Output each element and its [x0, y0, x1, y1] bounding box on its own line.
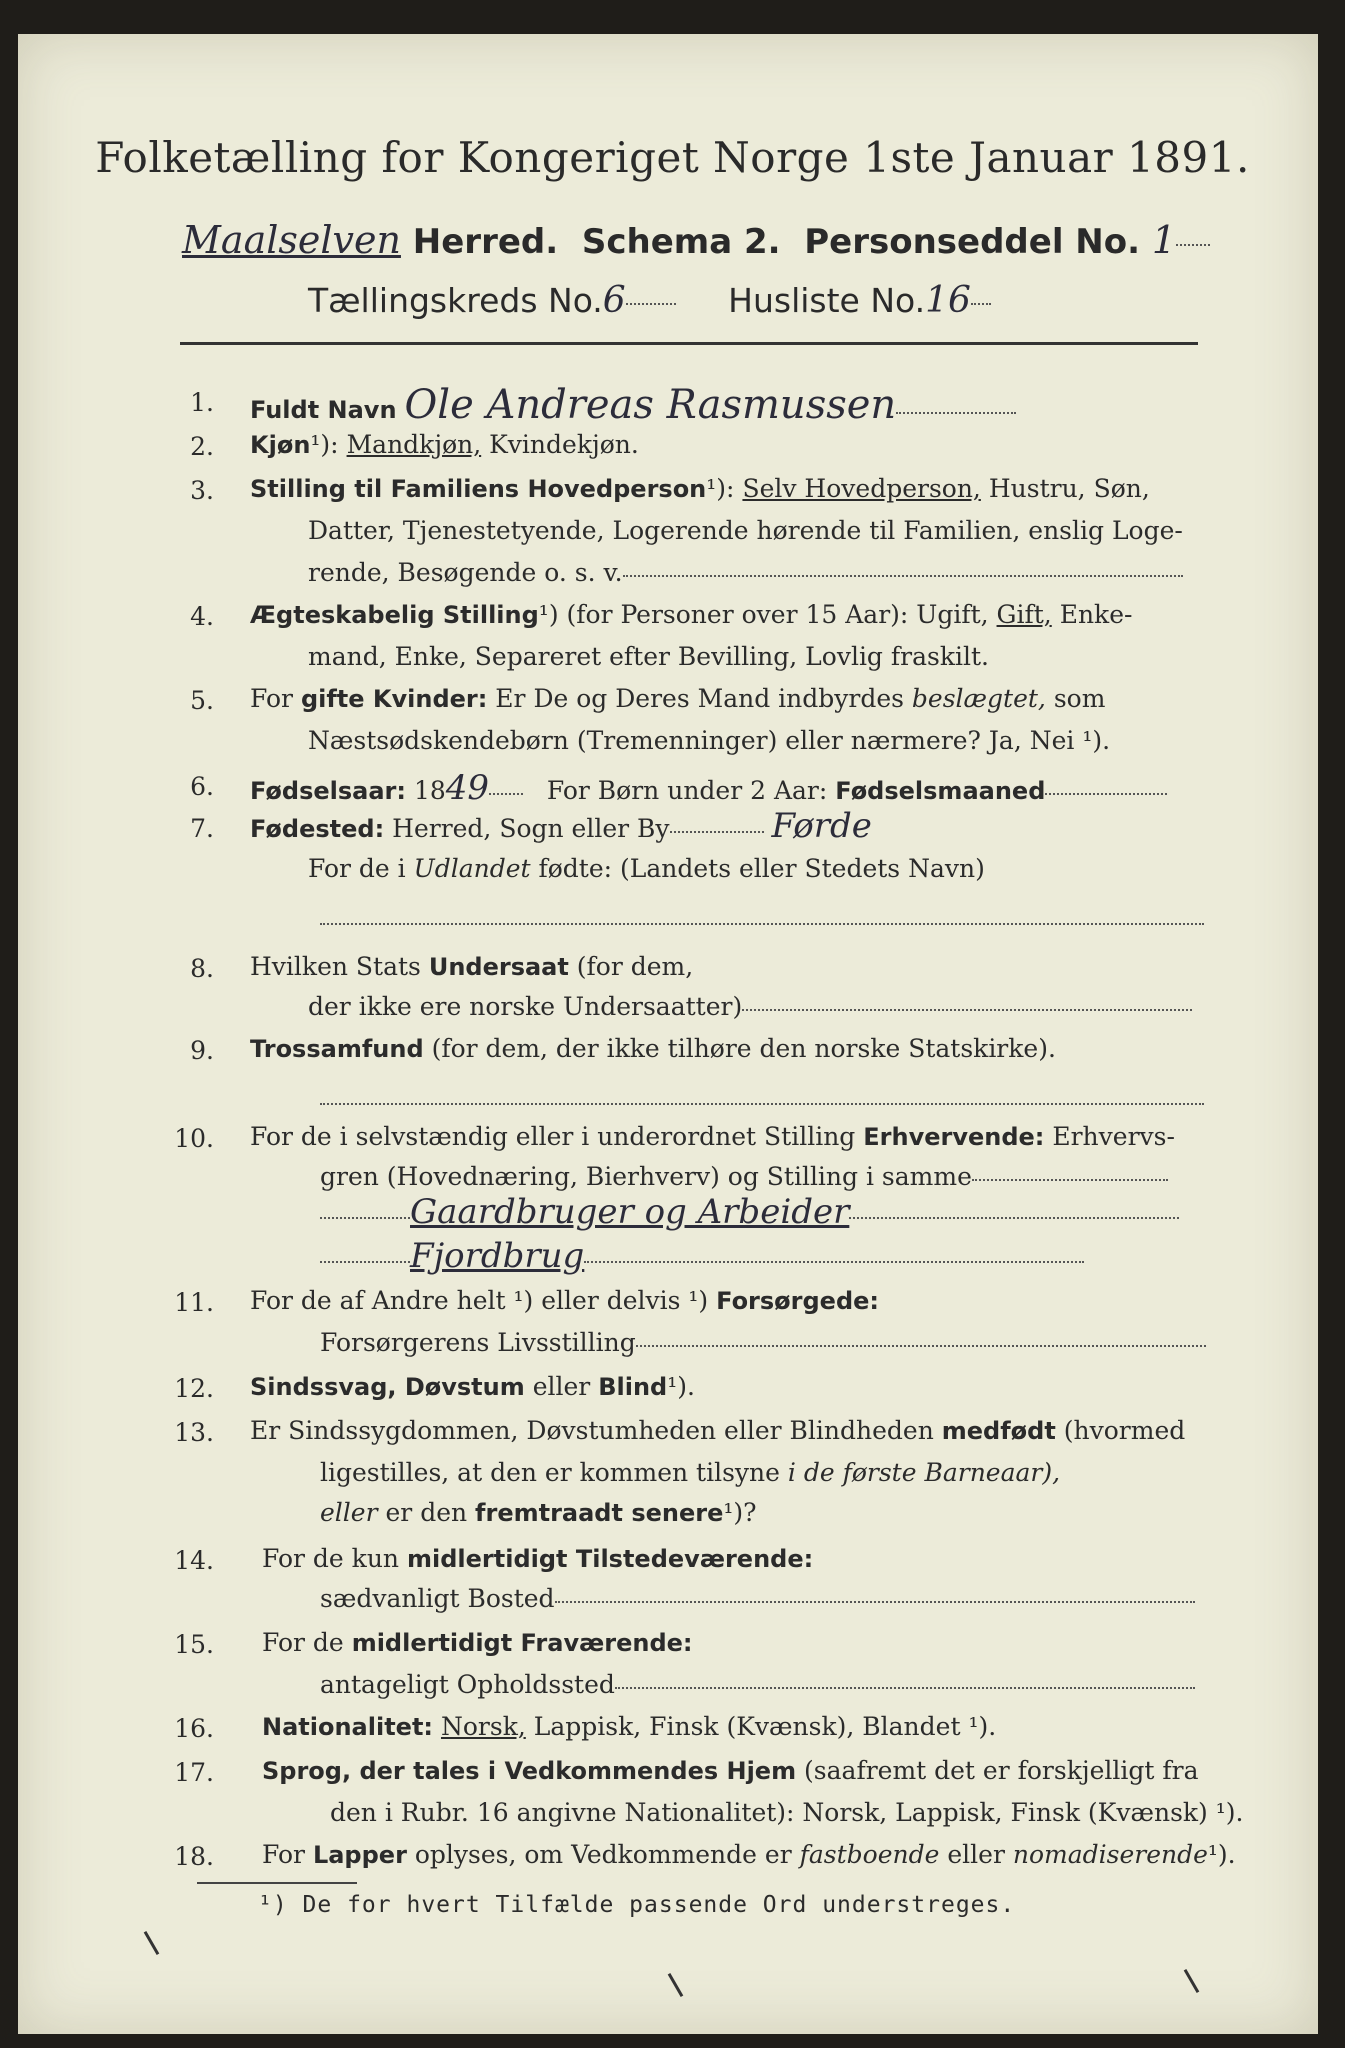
item-8-citizenship: Hvilken Stats Undersaat (for dem,	[250, 952, 694, 981]
item-number: 2.	[190, 432, 214, 461]
husliste-number: 16	[925, 280, 971, 321]
header-line-kreds	[308, 280, 991, 321]
item-number: 10.	[174, 1124, 214, 1153]
item-10-value-2	[320, 1236, 1084, 1276]
item-number: 13.	[174, 1418, 214, 1447]
item-number: 17.	[174, 1758, 214, 1787]
item-number: 15.	[174, 1630, 214, 1659]
herred-label: Herred.	[412, 222, 559, 262]
selected-option: Selv Hovedperson,	[742, 474, 981, 503]
item-16-nationality: Nationalitet: Norsk, Lappisk, Finsk (Kvænsk), Blandet ¹).	[262, 1712, 997, 1741]
footnote-rule	[197, 1882, 357, 1884]
personseddel-number: 1	[1151, 218, 1177, 262]
item-13-line-3: eller er den fremtraadt senere¹)?	[320, 1498, 757, 1527]
item-number: 11.	[174, 1288, 214, 1317]
selected-option: Mandkjøn,	[346, 430, 482, 459]
item-18-sami: For Lapper oplyses, om Vedkommende er fastboende eller nomadiserende¹).	[262, 1840, 1236, 1869]
schema-label: Schema 2.	[581, 222, 781, 262]
selected-option: Norsk,	[440, 1712, 526, 1741]
item-13-congenital: Er Sindssygdommen, Døvstumheden eller Blindheden medfødt (hvormed	[250, 1416, 1186, 1445]
item-13-line-2: ligestilles, at den er kommen tilsyne i de første Barneaar),	[320, 1458, 1061, 1487]
birthplace-value: Førde	[771, 806, 872, 846]
item-number: 6.	[190, 772, 214, 801]
personseddel-label: Personseddel No.	[804, 222, 1141, 262]
item-7-birthplace: Fødested: Herred, Sogn eller By Førde	[250, 806, 872, 846]
header-line-schema	[182, 218, 1210, 262]
kreds-number: 6	[602, 280, 626, 321]
item-15-line-2: antageligt Opholdssted	[320, 1670, 1195, 1699]
municipality-handwritten: Maalselven	[182, 218, 401, 262]
item-4-marital: Ægteskabelig Stilling¹) (for Personer over 15 Aar): Ugift, Gift, Enke-	[250, 600, 1133, 629]
item-number: 4.	[190, 602, 214, 631]
item-14-temporary-present: For de kun midlertidigt Tilstedeværende:	[262, 1544, 814, 1573]
item-2-sex: Kjøn¹): Mandkjøn, Kvindekjøn.	[250, 430, 639, 459]
kreds-label: Tællingskreds No.	[308, 281, 603, 320]
item-11-supported: For de af Andre helt ¹) eller delvis ¹) Forsørgede:	[250, 1286, 880, 1315]
item-number: 7.	[190, 814, 214, 843]
item-7-line-2: For de i Udlandet fødte: (Landets eller Stedets Navn)	[308, 854, 985, 883]
item-3-line-3: rende, Besøgende o. s. v.	[308, 558, 1183, 587]
item-number: 16.	[174, 1714, 214, 1743]
item-7-blank-line	[320, 906, 1204, 935]
item-10-line-2: gren (Hovednæring, Bierhverv) og Stilling i samme	[320, 1162, 1168, 1191]
item-number: 12.	[174, 1374, 214, 1403]
birth-year-value: 49	[445, 768, 490, 808]
item-15-temporary-absent: For de midlertidigt Fraværende:	[262, 1628, 693, 1657]
item-number: 9.	[190, 1036, 214, 1065]
item-number: 14.	[174, 1546, 214, 1575]
item-4-line-2: mand, Enke, Separeret efter Bevilling, Lovlig fraskilt.	[308, 642, 989, 671]
header-rule	[180, 342, 1198, 345]
item-5-line-2: Næstsødskendebørn (Tremenninger) eller nærmere? Ja, Nei ¹).	[308, 726, 1111, 755]
full-name-value: Ole Andreas Rasmussen	[404, 382, 897, 428]
item-number: 18.	[174, 1842, 214, 1871]
item-9-religion: Trossamfund (for dem, der ikke tilhøre den norske Statskirke).	[250, 1034, 1056, 1063]
selected-option: Gift,	[996, 600, 1052, 629]
item-17-line-2: den i Rubr. 16 angivne Nationalitet): Norsk, Lappisk, Finsk (Kvænsk) ¹).	[330, 1798, 1244, 1827]
item-3-position: Stilling til Familiens Hovedperson¹): Selv Hovedperson, Hustru, Søn,	[250, 474, 1150, 503]
husliste-label: Husliste No.	[728, 281, 926, 320]
item-14-line-2: sædvanligt Bosted	[320, 1584, 1195, 1613]
item-number: 8.	[190, 954, 214, 983]
item-number: 5.	[190, 686, 214, 715]
item-3-line-2: Datter, Tjenestetyende, Logerende hørende til Familien, enslig Loge-	[308, 516, 1183, 545]
occupation-value: Gaardbruger og Arbeider	[410, 1192, 850, 1232]
item-17-language: Sprog, der tales i Vedkommendes Hjem (saafremt det er forskjelligt fra	[262, 1756, 1199, 1785]
item-10-value-1	[320, 1192, 1179, 1232]
occupation-value-2: Fjordbrug	[410, 1236, 585, 1276]
item-12-disability: Sindssvag, Døvstum eller Blind¹).	[250, 1372, 695, 1401]
form-title: Folketælling for Kongeriget Norge 1ste Januar 1891.	[95, 133, 1250, 182]
item-number: 1.	[190, 388, 214, 417]
item-5-married-women: For gifte Kvinder: Er De og Deres Mand indbyrdes beslægtet, som	[250, 684, 1106, 713]
item-1-full-name: Fuldt Navn Ole Andreas Rasmussen	[250, 382, 1016, 428]
item-9-blank-line	[320, 1086, 1204, 1115]
item-6-birth-year: Fødselsaar: 1849 For Børn under 2 Aar: Fødselsmaaned	[250, 768, 1167, 808]
item-number: 3.	[190, 476, 214, 505]
item-8-line-2: der ikke ere norske Undersaatter)	[308, 992, 1192, 1021]
footnote: ¹) De for hvert Tilfælde passende Ord understreges.	[258, 1892, 1016, 1918]
item-10-occupation: For de i selvstændig eller i underordnet Stilling Erhvervende: Erhvervs-	[250, 1122, 1175, 1151]
item-11-line-2: Forsørgerens Livsstilling	[320, 1328, 1206, 1357]
